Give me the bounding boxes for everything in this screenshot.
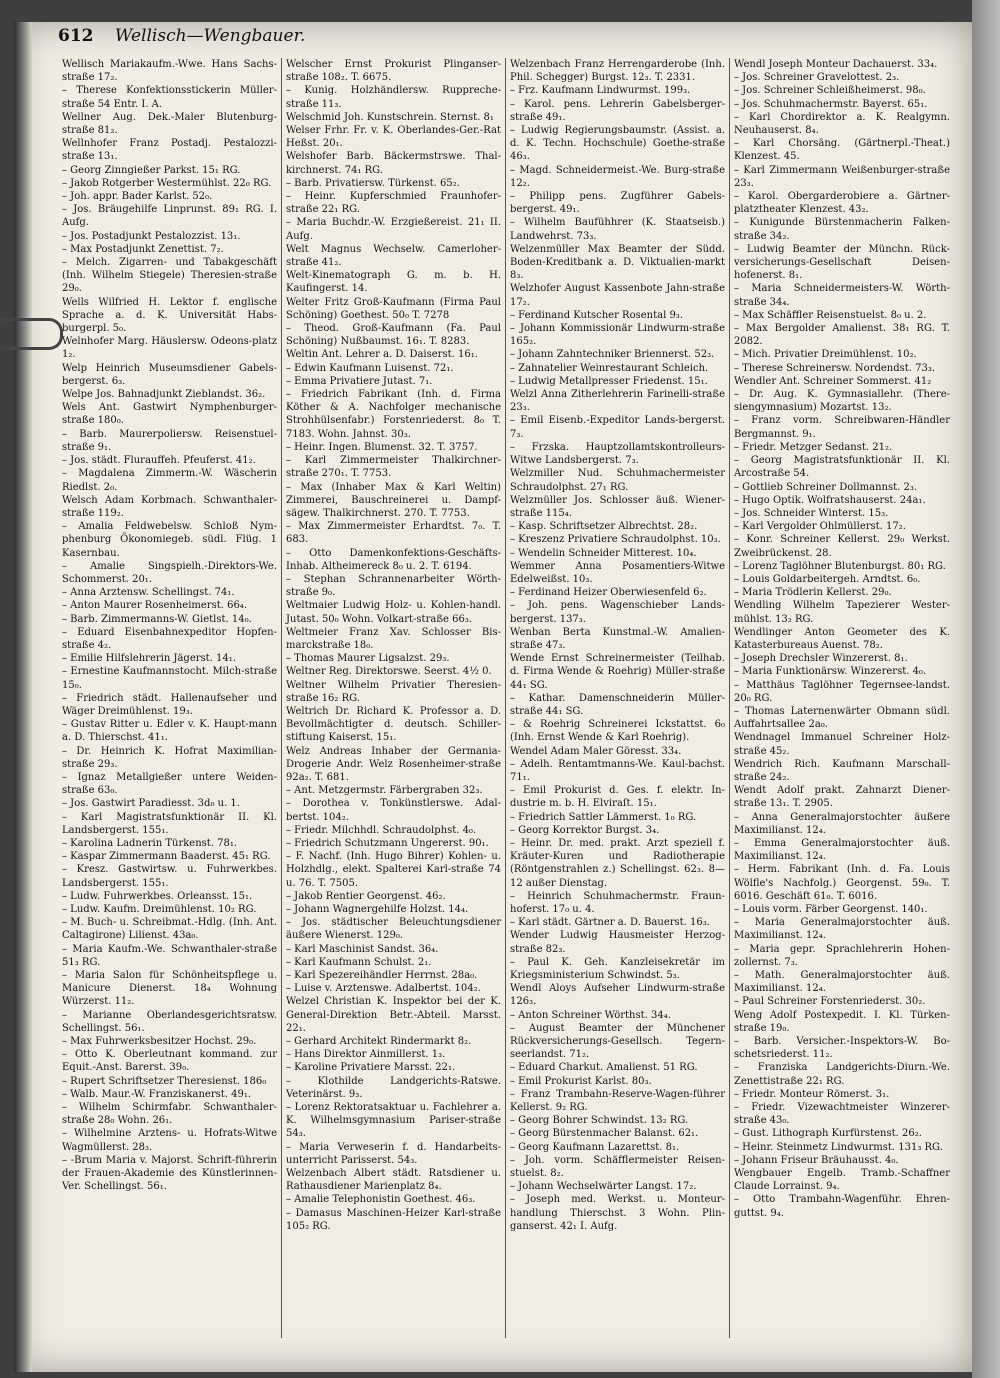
- directory-entry: Welzenmüller Max Beamter der Südd. Boden-Kreditbank a. D. Viktualien-markt 8₃.: [510, 243, 725, 282]
- page-header: [58, 26, 305, 50]
- directory-entry: – Karl Maschinist Sandst. 36₄.: [286, 943, 439, 955]
- directory-entry: – Maria Verweserin f. d. Handarbeits-unterricht Parisserst. 54₃.: [286, 1141, 501, 1166]
- directory-entry: – Heinr. Ingen. Blumenst. 32. T. 3757.: [286, 441, 478, 453]
- directory-entry: – Anton Schreiner Wörthst. 34₄.: [510, 1009, 671, 1021]
- directory-entry: – Karl Zimmermann Weißenburger-straße 23₃.: [734, 164, 950, 189]
- directory-entry: – Emil Prokurist Karlst. 80₃.: [510, 1075, 652, 1087]
- directory-entry: – Ant. Metzgermstr. Färbergraben 32₃.: [286, 785, 483, 797]
- directory-entry: – Karl städt. Gärtner a. D. Bauerst. 16₃.: [510, 917, 710, 929]
- directory-entry: – Heinr. Dr. med. prakt. Arzt speziell f. Kräuter-Kuren und Radiotherapie (Röntgenstrahlen z.) Schellingst. 62₃. 8—12 außer Dienstag.: [510, 837, 725, 889]
- directory-entry: – Frzska. Hauptzollamtskontrolleurs-Witwe Landsbergerst. 7₃.: [510, 441, 725, 467]
- directory-entry: – Friedrich Sattler Lämmerst. 1₀ RG.: [510, 811, 697, 823]
- next-page-edge: [972, 0, 1000, 1378]
- directory-entry: – Konr. Schreiner Kellerst. 29₀ Werkst. Zweibrückenst. 28.: [734, 534, 950, 559]
- directory-entry: – Edwin Kaufmann Luisenst. 72₁.: [286, 362, 454, 374]
- directory-entry: Wendnagel Immanuel Schreiner Holz-straße 45₂.: [734, 732, 950, 757]
- directory-entry: – Maria Buchdr.-W. Erzgießereist. 21₁ II. Aufg.: [286, 217, 501, 242]
- directory-entry: – Max Zimmermeister Erhardtst. 7₀. T. 683.: [286, 521, 501, 546]
- directory-entry: – & Roehrig Schreinerei Ickstattst. 6₀ (Inh. Ernst Wende & Karl Roehrig).: [510, 719, 725, 744]
- directory-entry: – Jos. Schreiner Gravelottest. 2₃.: [734, 72, 900, 84]
- directory-entry: – Johann Kommissionär Lindwurm-straße 165₂.: [510, 323, 725, 348]
- directory-entry: Weltmaier Ludwig Holz- u. Kohlen-handl. Jutast. 50₀ Wohn. Volkart-straße 66₃.: [286, 600, 501, 625]
- directory-entry: – Maria gepr. Sprachlehrerin Hohen-zollernst. 7₃.: [734, 943, 950, 968]
- directory-entry: Welsch Adam Korbmach. Schwanthaler-straße 119₂.: [62, 494, 277, 519]
- directory-entry: – Kathar. Damenschneiderin Müller-straße 44₁ SG.: [510, 692, 725, 717]
- column-3: [506, 58, 730, 1338]
- directory-entry: Welzenbach Albert städt. Ratsdiener u. Rathausdiener Marienplatz 8₄.: [286, 1168, 501, 1193]
- directory-entry: – Maria Schneidermeisters-W. Wörth-straße 34₄.: [734, 283, 950, 308]
- directory-entry: – Eduard Eisenbahnexpeditor Hopfen-straße 4₂.: [62, 626, 277, 651]
- directory-entry: – Ferdinand Kutscher Rosental 9₃.: [510, 309, 683, 321]
- page-title: Wellisch—Wengbauer.: [114, 26, 306, 46]
- directory-entry: Wendel Adam Maler Göresst. 33₄.: [510, 745, 682, 757]
- directory-entry: – August Beamter der Münchener Rückversicherungs-Gesellsch. Tegern-seerlandst. 71₂.: [510, 1022, 725, 1061]
- directory-entry: – Anna Generalmajorstochter äußere Maximilianst. 12₄.: [734, 811, 950, 836]
- directory-entry: – Friedr. Milchhdl. Schraudolphst. 4₀.: [286, 824, 477, 836]
- directory-entry: Welpe Jos. Bahnadjunkt Zieblandst. 36₂.: [62, 389, 266, 401]
- directory-entry: – Hans Direktor Ainmillerst. 1₃.: [286, 1049, 446, 1061]
- directory-entry: – Klothilde Landgerichts-Ratswe. Veterinärst. 9₃.: [286, 1075, 501, 1100]
- directory-entry: Welt-Kinematograph G. m. b. H. Kaufingerst. 14.: [286, 270, 501, 295]
- directory-entry: – Gust. Lithograph Kurfürstenst. 26₂.: [734, 1128, 922, 1140]
- directory-entry: – Ludw. Kaufm. Dreimühlenst. 10₂ RG.: [62, 904, 257, 915]
- directory-entry: – Amalie Singspielh.-Direktors-We. Schommerst. 20₁.: [62, 560, 277, 585]
- directory-entry: – Joh. vorm. Schäfflermeister Reisen-stuelst. 8₂.: [510, 1154, 725, 1180]
- directory-entry: – Kreszenz Privatiere Schraudolphst. 10₃.: [510, 534, 721, 546]
- directory-entry: – Therese Schreinersw. Nordendst. 73₃.: [734, 362, 936, 374]
- directory-entry: Welscher Ernst Prokurist Plinganser-straße 108₂. T. 6675.: [286, 59, 501, 84]
- directory-entry: – Friedr. Metzger Sedanst. 21₂.: [734, 441, 893, 453]
- directory-entry: – Franz vorm. Schreibwaren-Händler Bergmannst. 9₁.: [734, 415, 950, 440]
- directory-entry: – Eduard Charkut. Amalienst. 51 RG.: [510, 1062, 698, 1074]
- directory-entry: Wenban Berta Kunstmal.-W. Amalien-straße 47₃.: [510, 626, 725, 651]
- directory-entry: – Wilhelm Baufühhrer (K. Staatseisb.) Landwehrst. 73₃.: [510, 217, 725, 242]
- directory-entry: – Zahnatelier Weinrestaurant Schleich.: [510, 362, 709, 374]
- directory-entry: – Max Postadjunkt Zenettist. 7₂.: [62, 243, 224, 255]
- directory-entry: Wendling Wilhelm Tapezierer Wester-mühlst. 13₂ RG.: [734, 600, 950, 625]
- directory-entry: – Joseph Drechsler Winzererst. 8₁.: [734, 653, 908, 665]
- directory-entry: – Emilie Hilfslehrerin Jägerst. 14₁.: [62, 653, 236, 665]
- directory-entry: Welzhofer August Kassenbote Jahn-straße 17₂.: [510, 283, 725, 308]
- directory-entry: Weltner Reg. Direktorswe. Seerst. 4½ 0.: [286, 666, 492, 678]
- directory-entry: – Luise v. Arztenswe. Adalbertst. 104₂.: [286, 983, 481, 995]
- directory-entry: – F. Nachf. (Inh. Hugo Bihrer) Kohlen- u. Holzhdlg., elekt. Spalterei Karl-straße 74 u. 76. T. 7505.: [286, 851, 501, 889]
- directory-entry: Welzmiller Nud. Schuhmachermeister Schraudolphst. 27₁ RG.: [510, 468, 725, 493]
- directory-entry: Weltner Wilhelm Privatier Theresien-straße 16₂ RG.: [286, 679, 501, 704]
- directory-entry: – Karl Kaufmann Schulst. 2₁.: [286, 956, 432, 968]
- directory-entry: – Thomas Laternenwärter Obmann südl. Auffahrtsallee 2a₀.: [734, 705, 950, 731]
- directory-entry: – Friedr. Vizewachtmeister Winzerer-straße 43₀.: [734, 1102, 950, 1127]
- directory-entry: – Otto Damenkonfektions-Geschäfts-Inhab. Altheimereck 8₀ u. 2. T. 6194.: [286, 547, 501, 572]
- directory-entry: – Frz. Kaufmann Lindwurmst. 199₃.: [510, 85, 691, 97]
- directory-entry: – Karl Zimmermeister Thalkirchner-straße 270₁. T. 7753.: [286, 455, 501, 480]
- directory-entry: – Magd. Schneidermeist.-We. Burg-straße 12₂.: [510, 164, 725, 189]
- directory-entry: – Anton Maurer Rosenheimerst. 66₄.: [62, 600, 247, 612]
- directory-entry: – Theod. Groß-Kaufmann (Fa. Paul Schöning) Nußbaumst. 16₁. T. 8283.: [286, 323, 501, 348]
- directory-entry: – Jos. städt. Flurauffeh. Pfeuferst. 41₂.: [62, 455, 256, 467]
- directory-entry: – Anna Arztensw. Schellingst. 74₁.: [62, 587, 235, 599]
- directory-entry: – Maria Funktionärsw. Winzererst. 4₀.: [734, 666, 927, 678]
- directory-entry: – Kresz. Gastwirtsw. u. Fuhrwerkbes. Landsbergerst. 155₁.: [62, 864, 277, 889]
- directory-entry: – Damasus Maschinen-Heizer Karl-straße 105₂ RG.: [286, 1207, 501, 1232]
- directory-entry: – Ludwig Regierungsbaumstr. (Assist. a. d. K. Techn. Hochschule) Goethe-straße 46₃.: [510, 125, 725, 163]
- directory-entry: – Jos. Schneider Winterst. 15₃.: [734, 507, 889, 519]
- directory-entry: Wendlinger Anton Geometer des K. Katasterbureaus Auenst. 78₂.: [734, 626, 950, 651]
- directory-entry: – Kasp. Schriftsetzer Albrechtst. 28₂.: [510, 521, 698, 533]
- directory-entry: – Ludwig Beamter der Münchn. Rück-versicherungs-Gesellschaft Deisen-hofenerst. 8₁.: [734, 243, 950, 282]
- directory-entry: Welzel Christian K. Inspektor bei der K. General-Direktion Betr.-Abteil. Marsst. 22₁.: [286, 996, 501, 1034]
- directory-entry: – Joh. pens. Wagenschieber Lands-bergerst. 137₃.: [510, 600, 725, 625]
- directory-entry: Wendl Joseph Monteur Dachauerst. 33₄.: [734, 59, 938, 70]
- directory-entry: – Heinr. Kupferschmied Fraunhofer-straße 22₁ RG.: [286, 191, 501, 216]
- directory-entry: – Gustav Ritter u. Edler v. K. Haupt-mann a. D. Thierschst. 41₁.: [62, 719, 277, 744]
- directory-entry: – Max Bergolder Amalienst. 38₁ RG. T. 2082.: [734, 323, 950, 348]
- directory-entry: – Georg Magistratsfunktionär II. Kl. Arcostraße 54.: [734, 455, 950, 480]
- directory-entry: – Dr. Aug. K. Gymnasiallehr. (There-siengymnasium) Mozartst. 13₂.: [734, 389, 950, 414]
- directory-entry: – Friedrich städt. Hallenaufseher und Wäger Dreimühlenst. 19₃.: [62, 692, 277, 717]
- directory-entry: Wellner Aug. Dek.-Maler Blutenburg-straße 81₂.: [62, 111, 277, 137]
- directory-entry: – Dr. Heinrich K. Hofrat Maximilian-straße 29₃.: [62, 745, 277, 770]
- directory-entry: Weng Adolf Postexpedit. I. Kl. Türken-straße 19₀.: [734, 1009, 950, 1034]
- directory-entry: – Ignaz Metallgießer untere Weiden-straße 63₀.: [62, 771, 277, 797]
- directory-entry: – Hugo Optik. Wolfratshauserst. 24a₁.: [734, 494, 926, 506]
- directory-entry: Welt Magnus Wechselw. Camerloher-straße 41₂.: [286, 243, 501, 269]
- directory-entry: – Jos. Schreiner Schleißheimerst. 98₀.: [734, 85, 926, 97]
- directory-entry: – Marianne Oberlandesgerichtsratsw. Schellingst. 56₁.: [62, 1009, 277, 1034]
- directory-entry: – Georg Kaufmann Lazarettst. 8₁.: [510, 1141, 680, 1153]
- directory-entry: Wendt Adolf prakt. Zahnarzt Diener-straße 13₁. T. 2905.: [734, 785, 950, 810]
- directory-entry: – Jos. Postadjunkt Pestalozzist. 13₁.: [62, 230, 241, 242]
- directory-entry: – Georg Bürstenmacher Balanst. 62₁.: [510, 1128, 699, 1140]
- page-binding-edge: [14, 22, 32, 1372]
- directory-entry: – Heinrich Schuhmachermstr. Fraun-hoferst. 17₀ u. 4.: [510, 890, 725, 915]
- directory-entry: – Magdalena Zimmerm.-W. Wäscherin Riedlst. 2₀.: [62, 468, 277, 493]
- column-2: [282, 58, 506, 1338]
- directory-entry: Welnhofer Marg. Häuslersw. Odeons-platz 1₂.: [62, 336, 277, 361]
- directory-entry: Wengbauer Engelb. Tramb.-Schaffner Claude Lorrainst. 9₄.: [734, 1168, 950, 1193]
- directory-entry: Welser Frhr. Fr. v. K. Oberlandes-Ger.-Rat Heßst. 20₁.: [286, 125, 501, 150]
- directory-entry: – Gottlieb Schreiner Dollmannst. 2₃.: [734, 481, 918, 493]
- directory-entry: – Georg Bohrer Schwindst. 13₂ RG.: [510, 1115, 689, 1127]
- directory-entry: – Friedrich Fabrikant (Inh. d. Firma Köther & A. Nachfolger mechanische Strohhülsenfabr.) Forstenriederst. 8₀ T. 7183. Wohn. Jahnst. 30₃.: [286, 389, 501, 440]
- directory-entry: – Mich. Privatier Dreimühlenst. 10₂.: [734, 349, 917, 361]
- directory-entry: Welp Heinrich Museumsdiener Gabels-bergerst. 6₃.: [62, 362, 277, 387]
- directory-entry: – Karl Spezereihändler Herrnst. 28a₀.: [286, 970, 478, 982]
- directory-entry: – Karoline Privatiere Marsst. 22₁.: [286, 1062, 456, 1074]
- directory-entry: – -Brum Maria v. Majorst. Schrift-führerin der Frauen-Akademie des Künstlerinnen-Ver. Schellingst. 56₁.: [62, 1154, 277, 1193]
- directory-entry: – Johann Wagnergehilfe Holzst. 14₄.: [286, 904, 469, 915]
- directory-entry: – Louis Goldarbeitergeh. Arndtst. 6₀.: [734, 573, 921, 585]
- directory-entry: – Dorothea v. Tonkünstlerswe. Adal-bertst. 104₂.: [286, 798, 501, 823]
- directory-entry: – Melch. Zigarren- und Tabakgeschäft (Inh. Wilhelm Stiegele) Theresien-straße 29₀.: [62, 257, 277, 295]
- directory-entry: – Johann Friseur Bräuhausst. 4₀.: [734, 1154, 899, 1166]
- directory-entry: – Maria Kaufm.-We. Schwanthaler-straße 51₃ RG.: [62, 943, 277, 968]
- directory-entry: – Max Fuhrwerksbesitzer Hochst. 29₀.: [62, 1036, 257, 1048]
- directory-entry: Weltrich Dr. Richard K. Professor a. D. Bevollmächtigter d. deutsch. Schiller-stiftung Kaiserst. 15₁.: [286, 705, 501, 744]
- binder-clip: [0, 318, 63, 350]
- directory-entry: – Otto K. Oberleutnant kommand. zur Equit.-Anst. Barerst. 39₀.: [62, 1049, 277, 1074]
- directory-entry: – Johann Zahntechniker Briennerst. 52₃.: [510, 349, 715, 361]
- directory-entry: – Wendelin Schneider Mitterest. 10₄.: [510, 547, 697, 559]
- directory-entry: Wender Ludwig Hausmeister Herzog-straße 82₃.: [510, 930, 725, 955]
- directory-entry: – Heinr. Steinmetz Lindwurmst. 131₃ RG.: [734, 1141, 943, 1153]
- directory-entry: Welschmid Joh. Kunstschrein. Sternst. 8₁: [286, 111, 494, 123]
- directory-entry: – Amalia Feldwebelsw. Schloß Nym-phenburg Ökonomiegeb. südl. Flüg. 1 Kasernbau.: [62, 521, 277, 559]
- directory-entry: Wellisch Mariakaufm.-Wwe. Hans Sachs-straße 17₂.: [62, 59, 277, 84]
- directory-entry: – Paul K. Geh. Kanzleisekretär im Kriegsministerium Schwindst. 5₃.: [510, 956, 725, 982]
- directory-entry: – Math. Generalmajorstochter äuß. Maximilianst. 12₄.: [734, 970, 950, 995]
- directory-entry: – Max Schäffler Reisenstuelst. 8₀ u. 2.: [734, 309, 927, 321]
- directory-entry: – Stephan Schrannenarbeiter Wörth-straße 9₀.: [286, 573, 501, 599]
- directory-entry: – Maria Generalmajorstochter äuß. Maximilianst. 12₄.: [734, 917, 950, 942]
- directory-entry: – Herm. Fabrikant (Inh. d. Fa. Louis Wölfle's Nachfolg.) Georgenst. 59₀. T. 6016. Geschäft 61₀. T. 6016.: [734, 864, 950, 902]
- directory-entry: – Emma Privatiere Jutast. 7₁.: [286, 375, 433, 387]
- directory-entry: – Barb. Versicher.-Inspektors-W. Bo-schetsriederst. 11₂.: [734, 1036, 950, 1061]
- directory-entry: – Barb. Zimmermanns-W. Gietlst. 14₀.: [62, 613, 252, 625]
- directory-entry: – Wilhelmine Arztens- u. Hofrats-Witwe Wagmüllerst. 28₃.: [62, 1128, 277, 1153]
- directory-entry: – Jos. Bräugehilfe Linprunst. 89₁ RG. I. Aufg.: [62, 204, 277, 229]
- column-4: [730, 58, 954, 1338]
- directory-entry: – Karol. Obergarderobiere a. Gärtner-platztheater Klenzest. 43₂.: [734, 191, 950, 216]
- directory-entry: – Ferdinand Heizer Oberwiesenfeld 6₂.: [510, 587, 707, 599]
- directory-entry: – Karl Magistratsfunktionär II. Kl. Landsbergerst. 155₁.: [62, 811, 277, 836]
- directory-entry: – Kaspar Zimmermann Baaderst. 45₁ RG.: [62, 851, 271, 863]
- directory-entry: – Adelh. Rentamtmanns-We. Kaul-bachst. 71₁.: [510, 758, 725, 783]
- directory-entry: – Otto Trambahn-Wagenführ. Ehren-guttst. 9₄.: [734, 1194, 950, 1219]
- directory-entry: Wemmer Anna Posamentiers-Witwe Edelweißst. 10₃.: [510, 560, 725, 585]
- directory-columns: [58, 58, 954, 1338]
- directory-entry: Wendrich Rich. Kaufmann Marschall-straße 24₂.: [734, 758, 950, 783]
- directory-entry: – Joseph med. Werkst. u. Monteur-handlung Thierschst. 3 Wohn. Plin-ganserst. 42₁ I. Aufg.: [510, 1194, 725, 1232]
- page-number: 612: [58, 26, 94, 46]
- directory-entry: Welzl Anna Zitherlehrerin Farinelli-straße 23₃.: [510, 389, 725, 414]
- directory-entry: Welshofer Barb. Bäckermstrswe. Thal-kirchnerst. 74₁ RG.: [286, 151, 501, 176]
- directory-entry: – Louis vorm. Färber Georgenst. 140₁.: [734, 904, 928, 915]
- directory-entry: – Ludw. Fuhrwerkbes. Orleansst. 15₁.: [62, 890, 253, 902]
- directory-entry: – Karl Chordirektor a. K. Realgymn. Neuhauserst. 8₄.: [734, 111, 950, 137]
- directory-entry: – Friedrich Schutzmann Ungererst. 90₁.: [286, 837, 489, 849]
- directory-entry: – Franziska Landgerichts-Diurn.-We. Zenettistraße 22₁ RG.: [734, 1062, 950, 1087]
- directory-entry: – Emil Eisenb.-Expeditor Lands-bergerst. 7₃.: [510, 415, 725, 440]
- directory-entry: Welzmüller Jos. Schlosser äuß. Wiener-straße 115₄.: [510, 494, 725, 519]
- directory-entry: – Max (Inhaber Max & Karl Weltin) Zimmerei, Bauschreinerei u. Dampf-sägew. Thalkirchnerst. 270. T. 7753.: [286, 481, 501, 519]
- directory-entry: – Jos. Gastwirt Paradiesst. 3d₀ u. 1.: [62, 798, 240, 810]
- directory-entry: – Lorenz Taglöhner Blutenburgst. 80₁ RG.: [734, 560, 946, 572]
- directory-entry: Wellnhofer Franz Postadj. Pestalozzi-straße 13₁.: [62, 138, 277, 163]
- directory-entry: Weltmeier Franz Xav. Schlosser Bis-marckstraße 18₀.: [286, 626, 501, 651]
- directory-entry: – Kunigunde Bürstenmacherin Falken-straße 34₂.: [734, 217, 950, 242]
- directory-entry: Weltin Ant. Lehrer a. D. Daiserst. 16₁.: [286, 349, 478, 361]
- directory-entry: – Joh. appr. Bader Karlst. 52₀.: [62, 191, 213, 203]
- directory-entry: Welter Fritz Groß-Kaufmann (Firma Paul Schöning) Goethest. 50₀ T. 7278: [286, 296, 501, 321]
- directory-entry: Wendler Ant. Schreiner Sommerst. 41₂: [734, 375, 932, 387]
- directory-entry: – Jakob Rotgerber Westermühlst. 22₀ RG.: [62, 177, 272, 189]
- column-1: [58, 58, 282, 1338]
- directory-entry: Wende Ernst Schreinermeister (Teilhab. d. Firma Wende & Roehrig) Müller-straße 44₁ SG.: [510, 653, 725, 691]
- directory-entry: – Georg Korrektor Burgst. 3₄.: [510, 824, 660, 836]
- directory-entry: – Barb. Maurerpoliersw. Reisenstuel-straße 9₁.: [62, 428, 277, 453]
- directory-entry: – Philipp pens. Zugführer Gabels-bergerst. 49₁.: [510, 191, 725, 216]
- directory-entry: – Jos. städtischer Beleuchtungsdiener äußere Wienerst. 129₀.: [286, 917, 501, 942]
- directory-entry: – Kunig. Holzhändlersw. Ruppreche-straße 11₃.: [286, 85, 501, 110]
- directory-entry: Welz Andreas Inhaber der Germania-Drogerie Andr. Welz Rosenheimer-straße 92a₂. T. 681.: [286, 745, 501, 783]
- directory-entry: – Walb. Maur.-W. Franziskanerst. 49₁.: [62, 1088, 252, 1100]
- directory-entry: – Lorenz Rektoratsaktuar u. Fachlehrer a. K. Wilhelmsgymnasium Pariser-straße 54₃.: [286, 1102, 501, 1140]
- directory-entry: – Maria Salon für Schönheitspflege u. Manicure Dienerst. 18₄ Wohnung Würzerst. 11₂.: [62, 970, 277, 1008]
- directory-entry: – Georg Zinngießer Parkst. 15₁ RG.: [62, 164, 241, 176]
- directory-entry: – Karol. pens. Lehrerin Gabelsberger-straße 49₁.: [510, 98, 725, 123]
- directory-entry: Wendl Aloys Aufseher Lindwurm-straße 126₃.: [510, 983, 725, 1008]
- directory-entry: – Johann Wechselwärter Langst. 17₂.: [510, 1181, 697, 1193]
- directory-entry: Welzenbach Franz Herrengarderobe (Inh. Phil. Schegger) Burgst. 12₃. T. 2331.: [510, 59, 725, 84]
- directory-entry: – Therese Konfektionsstickerin Müller-straße 54 Entr. I. A.: [62, 85, 277, 110]
- directory-entry: – Emma Generalmajorstochter äuß. Maximilianst. 12₄.: [734, 837, 950, 863]
- directory-entry: – Ernestine Kaufmannstocht. Milch-straße 15₀.: [62, 666, 277, 691]
- directory-entry: – Amalie Telephonistin Goethest. 46₃.: [286, 1194, 476, 1206]
- directory-entry: – Karolina Ladnerin Türkenst. 78₁.: [62, 837, 238, 849]
- directory-entry: – Jakob Rentier Georgenst. 46₂.: [286, 890, 446, 902]
- directory-entry: – Emil Prokurist d. Ges. f. elektr. In-dustrie m. b. H. Elviraſt. 15₁.: [510, 785, 725, 810]
- directory-entry: – Franz Trambahn-Reserve-Wagen-führer Kellerst. 9₂ RG.: [510, 1088, 725, 1114]
- directory-entry: – Paul Schreiner Forstenriederst. 30₂.: [734, 996, 926, 1008]
- directory-entry: – Barb. Privatiersw. Türkenst. 65₂.: [286, 177, 460, 189]
- directory-entry: – Wilhelm Schirmfabr. Schwanthaler-straße 28₀ Wohn. 26₁.: [62, 1102, 277, 1127]
- directory-entry: Wells Wilfried H. Lektor f. englische Sprache a. d. K. Universität Habs-burgerpl. 5₀.: [62, 296, 277, 335]
- directory-entry: – Karl Chorsäng. (Gärtnerpl.-Theat.) Klenzest. 45.: [734, 138, 950, 163]
- directory-entry: Wels Ant. Gastwirt Nymphenburger-straße 180₀.: [62, 402, 277, 427]
- directory-entry: – Friedr. Monteur Römerst. 3₁.: [734, 1088, 890, 1100]
- directory-entry: – Karl Vergolder Ohlmüllerst. 17₂.: [734, 521, 906, 533]
- directory-entry: – Matthäus Taglöhner Tegernsee-landst. 20₀ RG.: [734, 679, 950, 704]
- directory-entry: – Maria Trödlerin Kellerst. 29₀.: [734, 587, 892, 599]
- directory-entry: – Thomas Maurer Ligsalzst. 29₃.: [286, 653, 450, 665]
- directory-entry: – Rupert Schriftsetzer Theresienst. 186₀: [62, 1075, 267, 1087]
- directory-entry: – Ludwig Metallpresser Friedenst. 15₁.: [510, 375, 708, 387]
- directory-entry: – Jos. Schuhmachermstr. Bayerst. 65₁.: [734, 98, 928, 110]
- directory-entry: – M. Buch- u. Schreibmat.-Hdlg. (Inh. Ant. Caltagirone) Lilienst. 43a₀.: [62, 917, 277, 942]
- directory-entry: – Gerhard Architekt Rindermarkt 8₂.: [286, 1036, 472, 1048]
